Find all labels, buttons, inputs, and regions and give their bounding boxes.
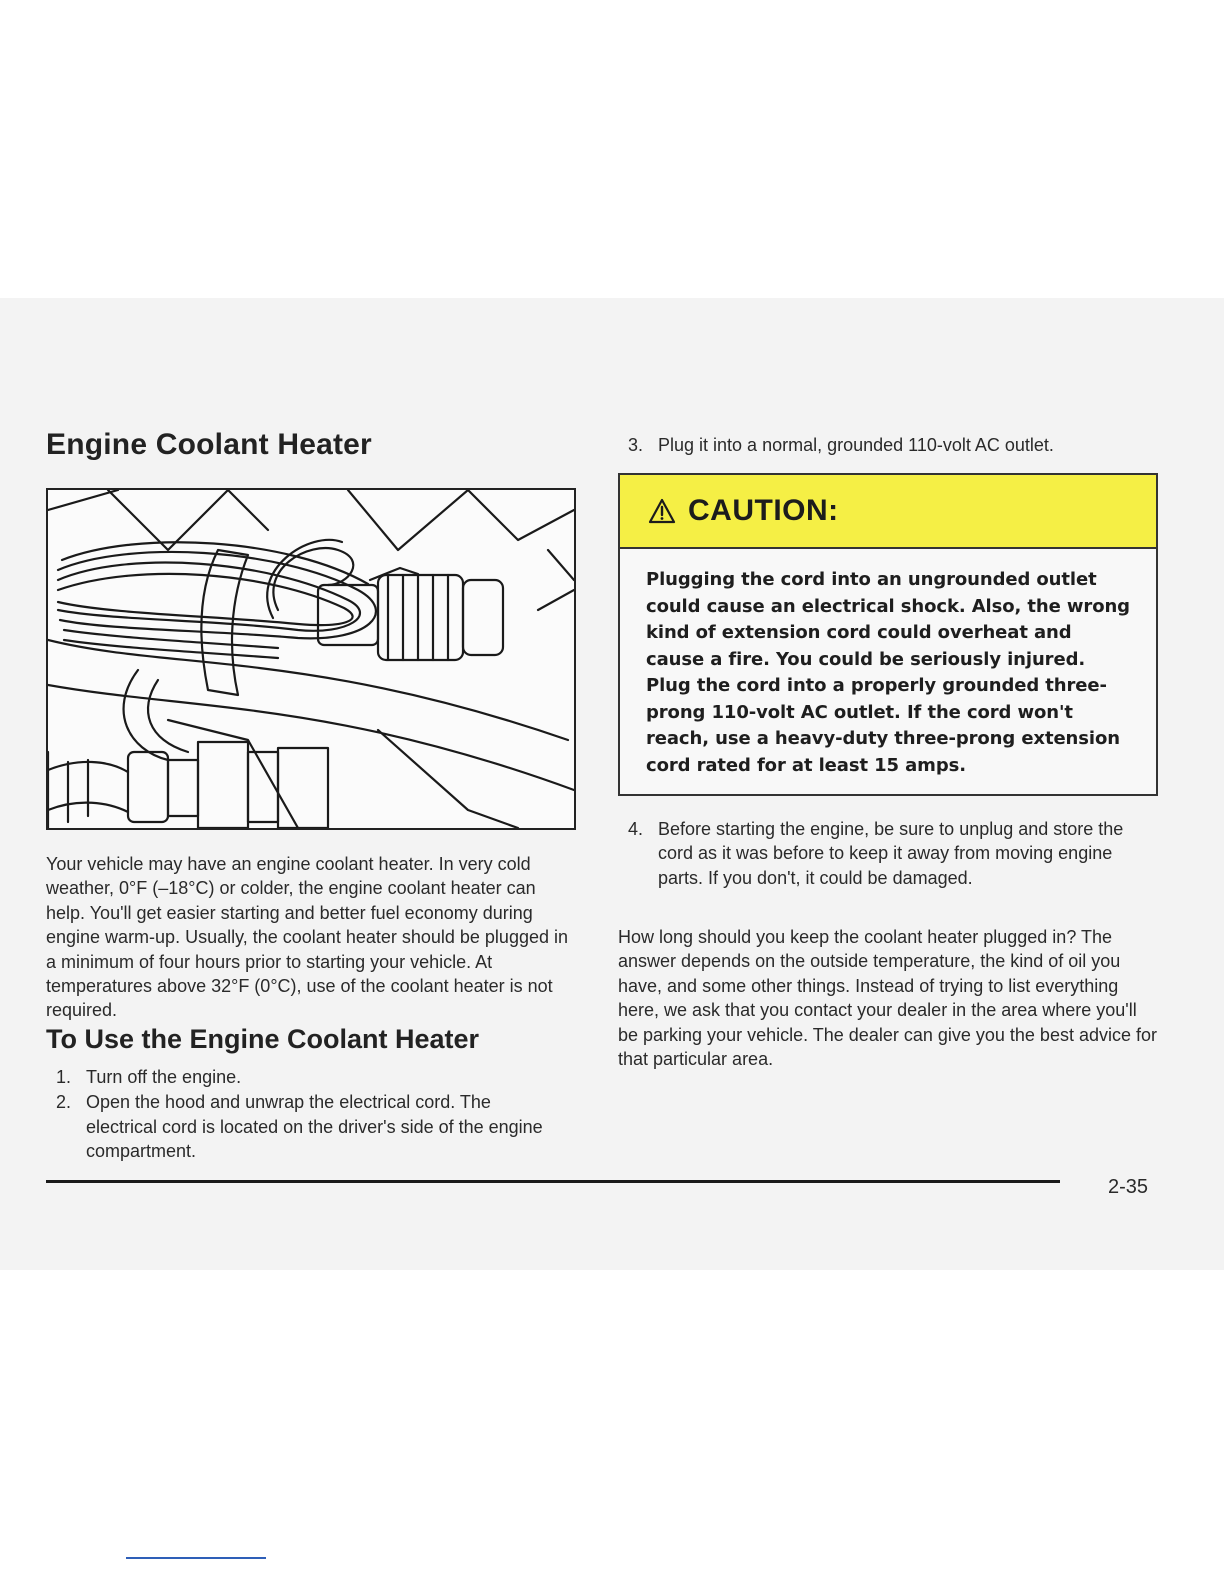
step-item [618, 817, 1138, 890]
footer-rule [46, 1180, 1060, 1183]
page-number: 2-35 [1108, 1176, 1149, 1198]
caution-header [620, 475, 1156, 549]
step-text: Open the hood and unwrap the electrical cord. The electrical cord is located on the driver's side of the engine compartment. [86, 1092, 543, 1162]
page-title: Engine Coolant Heater [46, 428, 372, 461]
caution-text: Plugging the cord into an ungrounded outlet could cause an electrical shock. Also, the wrong kind of extension cord could overheat and cause a fire. You could be seriously injured. Plug the cord into a properly grounded three-prong 110-volt AC outlet. If the cord won't reach, use a heavy-duty three-prong extension cord rated for at least 15 amps. [646, 569, 1130, 776]
step-item [46, 1090, 566, 1163]
step-number: 1. [56, 1067, 72, 1087]
warning-triangle-icon [648, 498, 676, 524]
step-number: 3. [628, 435, 644, 455]
cord-illustration-svg [48, 490, 574, 828]
step-4 [618, 817, 1138, 890]
section-subtitle: To Use the Engine Coolant Heater [46, 1024, 480, 1054]
step-number: 4. [628, 819, 644, 839]
coolant-heater-cord-illustration [46, 488, 576, 830]
step-item [46, 1065, 566, 1089]
closing-paragraph: How long should you keep the coolant heater plugged in? The answer depends on the outside temperature, the kind of oil you have, and some other things. Instead of trying to list everything here, we ask that you contact your dealer in the area where you'll be parking your vehicle. The dealer can give you the best advice for that particular area. [618, 927, 1157, 1070]
step-text: Before starting the engine, be sure to unplug and store the cord as it was before to keep it away from moving engine parts. If you don't, it could be damaged. [658, 819, 1124, 888]
step-text: Plug it into a normal, grounded 110-volt AC outlet. [658, 435, 1054, 455]
step-number: 2. [56, 1092, 72, 1113]
step-3 [618, 433, 1158, 457]
intro-paragraph: Your vehicle may have an engine coolant heater. In very cold weather, 0°F (–18°C) or colder, the engine coolant heater can help. You'll get easier starting and better fuel economy during engine warm-up. Usually, the coolant heater should be plugged in a minimum of four hours prior to starting your vehicle. At temperatures above 32°F (0°C), use of the coolant heater is not required. [46, 854, 568, 1021]
caution-box [618, 473, 1158, 796]
bottom-link-underline [126, 1557, 266, 1559]
caution-label: CAUTION: [688, 494, 839, 527]
step-text: Turn off the engine. [86, 1067, 242, 1087]
steps-list-left [46, 1065, 566, 1164]
step-item [618, 433, 1158, 457]
